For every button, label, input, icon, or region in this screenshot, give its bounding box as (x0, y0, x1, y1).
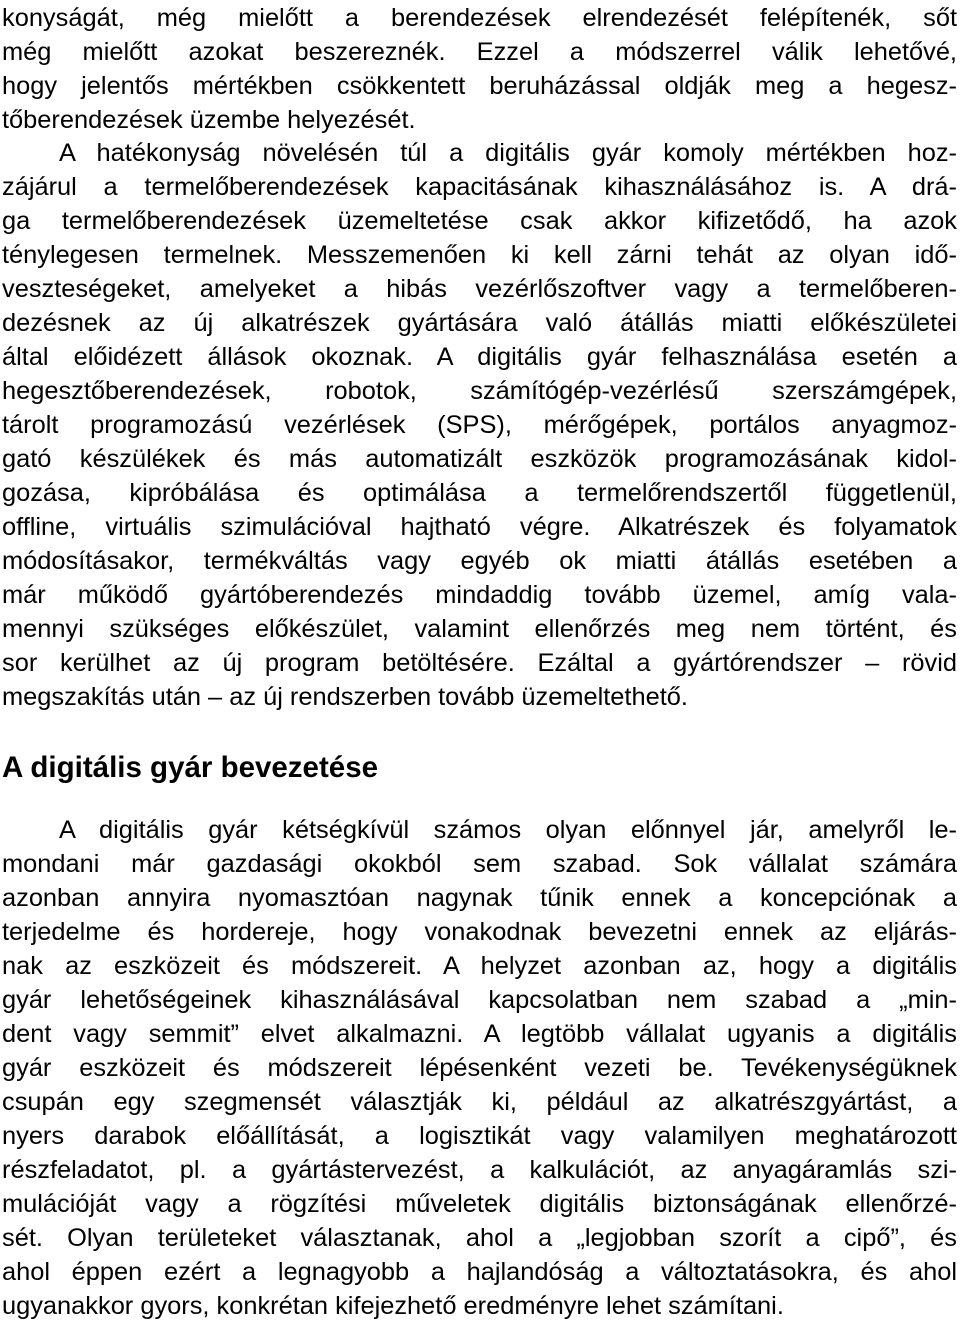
text-line: dent vagy semmit” elvet alkalmazni. A legtöbb vállalat ugyanis a digitális (2, 1020, 957, 1048)
text-line: ugyanakkor gyors, konkrétan kifejezhető eredményre lehet számítani. (2, 1292, 784, 1320)
text-line: hogy jelentős mértékben csökkentett beruházással oldják meg a hegesz- (2, 72, 957, 100)
text-line: dezésnek az új alkatrészek gyártására való átállás miatti előkészületei (2, 309, 957, 337)
text-line: ténylegesen termelnek. Messzemenően ki kell zárni tehát az olyan idő- (2, 241, 957, 269)
text-line: konyságát, még mielőtt a berendezések elrendezését felépítenék, sőt (2, 4, 957, 32)
text-line: terjedelme és hordereje, hogy vonakodnak bevezetni ennek az eljárás- (2, 918, 957, 946)
text-line: mennyi szükséges előkészület, valamint ellenőrzés meg nem történt, és (2, 615, 957, 643)
text-line: A hatékonyság növelésén túl a digitális gyár komoly mértékben hoz- (59, 139, 957, 167)
text-line: offline, virtuális szimulációval hajtható végre. Alkatrészek és folyamatok (2, 513, 957, 541)
text-line: zájárul a termelőberendezések kapacitásának kihasználásához is. A drá- (2, 173, 957, 201)
text-line: azonban annyira nyomasztóan nagynak tűnik ennek a koncepciónak a (2, 884, 957, 912)
text-line: gyár lehetőségeinek kihasználásával kapcsolatban nem szabad a „min- (2, 986, 957, 1014)
text-line: tőberendezések üzembe helyezését. (2, 106, 416, 134)
text-line: sor kerülhet az új program betöltésére. Ezáltal a gyártórendszer – rövid (2, 649, 957, 677)
text-line: A digitális gyár kétségkívül számos olyan előnnyel jár, amelyről le- (59, 816, 957, 844)
text-line: még mielőtt azokat beszereznék. Ezzel a módszerrel válik lehetővé, (2, 38, 957, 66)
text-line: hegesztőberendezések, robotok, számítógép-vezérlésű szerszámgépek, (2, 377, 957, 405)
text-line: veszteségeket, amelyeket a hibás vezérlőszoftver vagy a termelőberen- (2, 275, 957, 303)
text-line: tárolt programozású vezérlések (SPS), mérőgépek, portálos anyagmoz- (2, 411, 957, 439)
text-line: által előidézett állások okoznak. A digitális gyár felhasználása esetén a (2, 343, 957, 371)
text-line: módosításakor, termékváltás vagy egyéb ok miatti átállás esetében a (2, 547, 957, 575)
text-line: gató készülékek és más automatizált eszközök programozásának kidol- (2, 445, 957, 473)
section-heading: A digitális gyár bevezetése (2, 751, 379, 784)
text-line: sét. Olyan területeket választanak, ahol a „legjobban szorít a cipő”, és (2, 1224, 957, 1252)
text-line: megszakítás után – az új rendszerben tovább üzemeltethető. (2, 683, 688, 711)
text-line: gozása, kipróbálása és optimálása a termelőrendszertől függetlenül, (2, 479, 957, 507)
text-line: mulációját vagy a rögzítési műveletek digitális biztonságának ellenőrzé- (2, 1190, 957, 1218)
text-line: ga termelőberendezések üzemeltetése csak akkor kifizetődő, ha azok (2, 207, 957, 235)
text-line: nyers darabok előállítását, a logisztikát vagy valamilyen meghatározott (2, 1122, 957, 1150)
text-line: nak az eszközeit és módszereit. A helyzet azonban az, hogy a digitális (2, 952, 957, 980)
text-line: már működő gyártóberendezés mindaddig tovább üzemel, amíg vala- (2, 581, 957, 609)
text-line: gyár eszközeit és módszereit lépésenként vezeti be. Tevékenységüknek (2, 1054, 957, 1082)
text-line: részfeladatot, pl. a gyártástervezést, a kalkulációt, az anyagáramlás szi- (2, 1156, 957, 1184)
text-line: csupán egy szegmensét választják ki, például az alkatrészgyártást, a (2, 1088, 957, 1116)
text-line: ahol éppen ezért a legnagyobb a hajlandóság a változtatásokra, és ahol (2, 1258, 957, 1286)
text-line: mondani már gazdasági okokból sem szabad. Sok vállalat számára (2, 850, 957, 878)
